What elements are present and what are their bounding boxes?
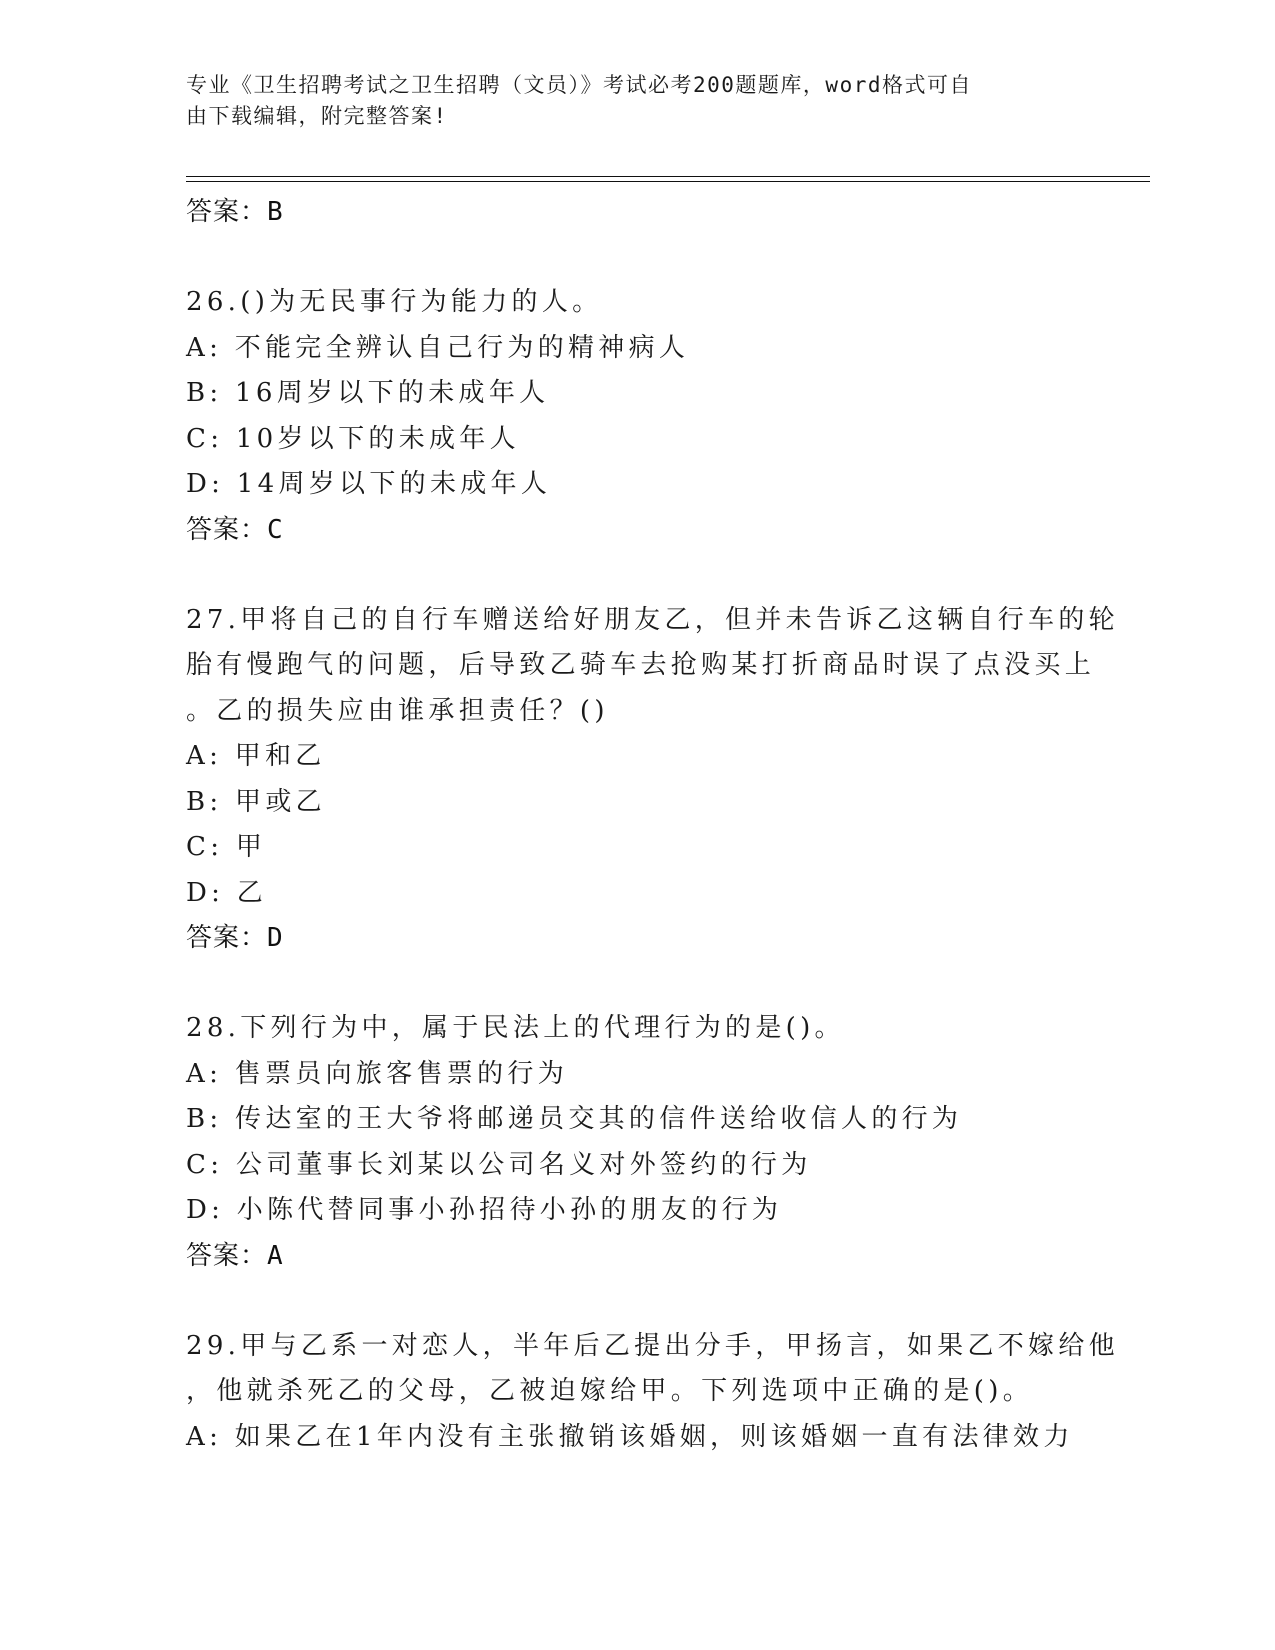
header-divider-top	[186, 176, 1150, 177]
stem-line: ，他就杀死乙的父母，乙被迫嫁给甲。下列选项中正确的是()。	[186, 1376, 1033, 1406]
question-28	[186, 1006, 1106, 1278]
stem-line: 27.甲将自己的自行车赠送给好朋友乙，但并未告诉乙这辆自行车的轮	[186, 604, 1119, 635]
question-stem	[186, 1006, 1106, 1052]
spacer	[186, 552, 1106, 598]
stem-line: 29.甲与乙系一对恋人，半年后乙提出分手，甲扬言，如果乙不嫁给他	[186, 1330, 1119, 1361]
option-d: D: 小陈代替同事小孙招待小孙的朋友的行为	[186, 1195, 783, 1225]
stem-line: 26.()为无民事行为能力的人。	[186, 287, 603, 317]
header-divider-bottom	[186, 181, 1150, 182]
option-d: D: 14周岁以下的未成年人	[186, 469, 552, 499]
question-list	[186, 190, 1119, 1460]
answer-line: 答案：D	[186, 923, 284, 953]
answer-line: 答案：B	[186, 197, 284, 227]
question-stem	[186, 280, 1106, 326]
option-d: D: 乙	[186, 877, 268, 908]
spacer	[186, 234, 1106, 280]
stem-line: 。乙的损失应由谁承担责任？()	[186, 695, 609, 726]
question-29	[186, 1324, 1119, 1461]
answer-line: 答案：C	[186, 514, 284, 545]
option-a: A: 不能完全辨认自己行为的精神病人	[186, 332, 690, 363]
spacer	[186, 960, 1106, 1006]
option-b: B: 传达室的王大爷将邮递员交其的信件送给收信人的行为	[186, 1104, 963, 1134]
answer-line: 答案：A	[186, 1240, 284, 1271]
spacer	[186, 1278, 1106, 1324]
header-line-2: 由下载编辑，附完整答案!	[186, 104, 448, 128]
option-a: A: 售票员向旅客售票的行为	[186, 1058, 569, 1089]
stem-line: 28.下列行为中，属于民法上的代理行为的是()。	[186, 1013, 845, 1043]
option-c: C: 10岁以下的未成年人	[186, 423, 520, 454]
option-b: B: 16周岁以下的未成年人	[186, 378, 550, 408]
header-line-1: 专业《卫生招聘考试之卫生招聘（文员）》考试必考200题题库，word格式可自	[186, 73, 972, 97]
question-stem	[186, 1324, 1119, 1415]
question-27	[186, 598, 1119, 961]
option-c: C: 甲	[186, 832, 267, 862]
option-b: B: 甲或乙	[186, 786, 326, 817]
stem-line: 胎有慢跑气的问题，后导致乙骑车去抢购某打折商品时误了点没买上	[186, 650, 1096, 680]
option-c: C: 公司董事长刘某以公司名义对外签约的行为	[186, 1149, 812, 1180]
question-stem	[186, 598, 1119, 735]
option-a: A: 如果乙在1年内没有主张撤销该婚姻，则该婚姻一直有法律效力	[186, 1421, 1074, 1452]
question-26	[186, 280, 1106, 552]
option-a: A: 甲和乙	[186, 741, 326, 771]
document-header	[186, 70, 1066, 132]
